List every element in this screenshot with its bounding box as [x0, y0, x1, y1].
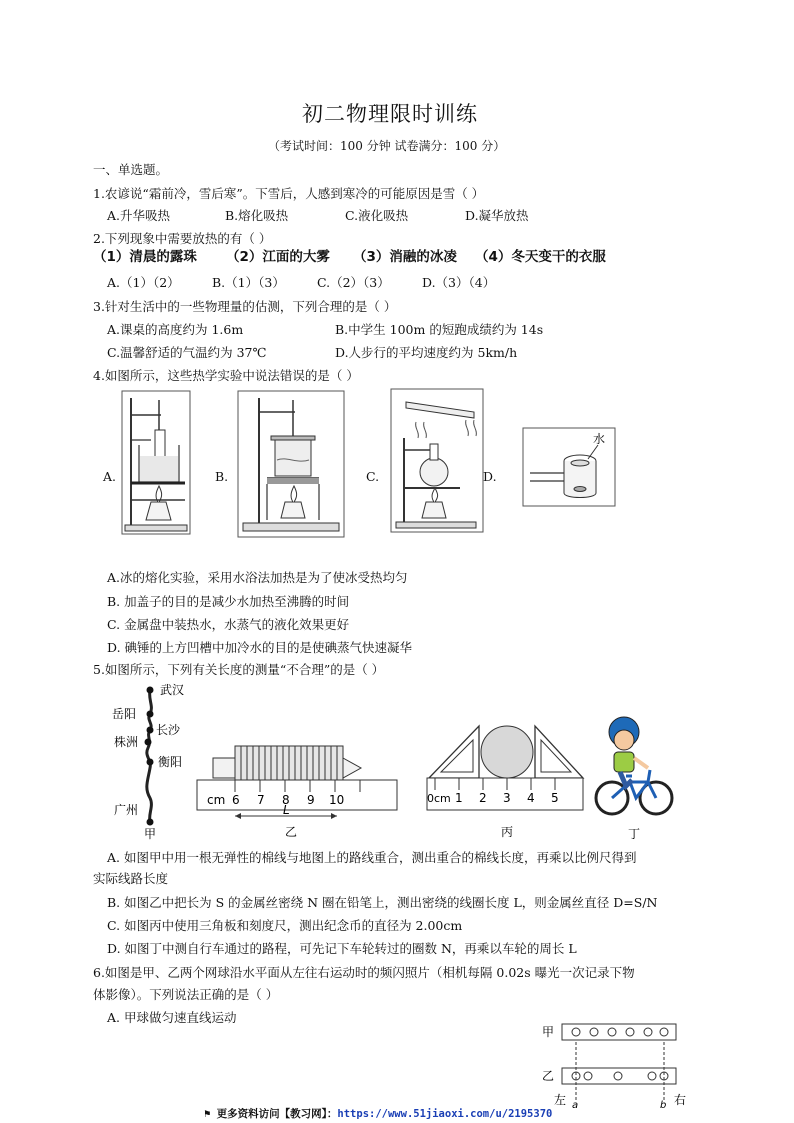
q4-figure-b-boiling-water — [237, 390, 345, 538]
q5-stem: 5.如图所示，下列有关长度的测量“不合理”的是（ ） — [93, 662, 385, 677]
q5-option-a-line1: A. 如图甲中用一根无弹性的棉线与地图上的路线重合，测出重合的棉线长度，再乘以比例尺得到 — [107, 850, 637, 865]
q4-fig-label-c: C. — [366, 469, 380, 484]
q2-item-2: （2）江面的大雾 — [226, 249, 330, 265]
q4-option-d: D. 碘锤的上方凹槽中加冷水的目的是使碘蒸气快速凝华 — [107, 640, 413, 655]
q4-option-c: C. 金属盘中装热水，水蒸气的液化效果更好 — [107, 617, 350, 632]
q4-figure-a-ice-melting — [121, 390, 191, 535]
q5-figure-ding-bicycle — [592, 712, 677, 842]
q6-point-b: b — [660, 1100, 667, 1110]
footer-link[interactable] — [204, 1106, 552, 1122]
q5-ruler-b-tick-10: 10 — [329, 793, 345, 807]
q2-item-4: （4）冬天变干的衣服 — [475, 249, 606, 265]
q4-water-label: 水 — [593, 432, 606, 446]
q3-option-a: A.课桌的高度约为 1.6m — [107, 322, 244, 337]
q6-stem-line1: 6.如图是甲、乙两个网球沿水平面从左往右运动时的频闪照片（相机每隔 0.02s 曝光一次记录下物 — [93, 965, 635, 980]
q1-option-c: C.液化吸热 — [345, 208, 409, 223]
q5-ruler-c-unit: 0cm — [427, 792, 451, 805]
q1-option-b: B.熔化吸热 — [225, 208, 289, 223]
page-title: 初二物理限时训练 — [302, 102, 478, 126]
flag-icon: ⚑ — [204, 1108, 211, 1120]
q6-left-label: 左 — [554, 1093, 567, 1107]
q6-point-a: a — [572, 1100, 579, 1110]
q2-option-b: B.（1）（3） — [212, 275, 285, 290]
q2-stem: 2.下列现象中需要放热的有（ ） — [93, 231, 272, 246]
section-heading: 一、单选题。 — [93, 162, 169, 177]
q4-fig-label-a: A. — [103, 469, 117, 484]
q1-option-d: D.凝华放热 — [465, 208, 529, 223]
q3-option-c: C.温馨舒适的气温约为 37℃ — [107, 345, 267, 360]
q3-option-b: B.中学生 100m 的短跑成绩约为 14s — [335, 322, 544, 337]
q4-option-a: A.冰的熔化实验，采用水浴法加热是为了使冰受热均匀 — [107, 570, 408, 585]
q6-right-label: 右 — [674, 1093, 687, 1107]
q5-ruler-c-tick-4: 4 — [527, 791, 535, 805]
q5-city-changsha: 长沙 — [156, 723, 181, 737]
q3-option-d: D.人步行的平均速度约为 5km/h — [335, 345, 518, 360]
q5-city-guangzhou: 广州 — [114, 803, 139, 817]
q5-option-c: C. 如图丙中使用三角板和刻度尺，测出纪念币的直径为 2.00cm — [107, 918, 463, 933]
q5-ruler-c-tick-1: 1 — [455, 791, 463, 805]
q1-option-a: A.升华吸热 — [107, 208, 171, 223]
q2-item-3: （3）消融的冰凌 — [353, 249, 457, 265]
q5-city-zhuzhou: 株洲 — [114, 735, 139, 749]
q5-ruler-c-tick-3: 3 — [503, 791, 511, 805]
q5-option-d: D. 如图丁中测自行车通过的路程，可先记下车轮转过的圈数 N，再乘以车轮的周长 L — [107, 941, 577, 956]
q4-option-b: B. 加盖子的目的是减少水加热至沸腾的时间 — [107, 594, 350, 609]
q5-figure-bing-coin — [425, 720, 585, 842]
q4-stem: 4.如图所示，这些热学实验中说法错误的是（ ） — [93, 368, 359, 383]
q5-ruler-b-unit: cm — [207, 793, 226, 807]
page-subtitle: （考试时间：100 分钟 试卷满分：100 分） — [268, 139, 506, 153]
q5-fig-name-yi: 乙 — [285, 825, 298, 839]
q5-ruler-b-tick-7: 7 — [257, 793, 265, 807]
q5-city-wuhan: 武汉 — [160, 683, 185, 697]
q5-figure-jia-map — [108, 680, 203, 842]
q6-figure-strobe — [538, 1018, 698, 1110]
q3-stem: 3.针对生活中的一些物理量的估测，下列合理的是（ ） — [93, 299, 397, 314]
q6-option-a: A. 甲球做匀速直线运动 — [107, 1010, 237, 1025]
q4-fig-label-b: B. — [215, 469, 229, 484]
q5-figure-yi-coil — [195, 740, 400, 842]
q6-stem-line2: 体影像）。下列说法正确的是（ ） — [93, 987, 279, 1002]
footer-prefix: 更多资料访问【教习网】： — [216, 1108, 338, 1120]
q6-row-label-yi: 乙 — [542, 1069, 555, 1083]
q2-option-a: A.（1）（2） — [107, 275, 180, 290]
q2-item-1: （1）清晨的露珠 — [93, 249, 197, 265]
q5-option-b: B. 如图乙中把长为 S 的金属丝密绕 N 圈在铅笔上，测出密绕的线圈长度 L，则金属丝直径 D=S/N — [107, 895, 658, 910]
q2-option-c: C.（2）（3） — [317, 275, 390, 290]
q5-option-a-line2: 实际线路长度 — [93, 871, 169, 886]
q2-option-d: D.（3）（4） — [422, 275, 496, 290]
q5-city-hengyang: 衡阳 — [158, 755, 183, 769]
q4-figure-d-iodine-hammer — [522, 427, 616, 507]
q5-fig-name-jia: 甲 — [144, 827, 157, 841]
q6-row-label-jia: 甲 — [542, 1025, 555, 1039]
q4-fig-label-d: D. — [483, 469, 497, 484]
footer-url[interactable]: https://www.51jiaoxi.com/u/2195370 — [337, 1108, 553, 1120]
q5-fig-name-ding: 丁 — [628, 827, 641, 841]
q5-ruler-b-tick-6: 6 — [232, 793, 240, 807]
q5-ruler-b-tick-8: 8 — [282, 793, 290, 807]
q5-length-label: L — [283, 803, 290, 817]
q5-fig-name-bing: 丙 — [501, 825, 514, 839]
q1-stem: 1.农谚说“霜前冷，雪后寒”。下雪后，人感到寒冷的可能原因是雪（ ） — [93, 186, 485, 201]
q5-ruler-c-tick-5: 5 — [551, 791, 559, 805]
q5-city-yueyang: 岳阳 — [112, 707, 137, 721]
q5-ruler-c-tick-2: 2 — [479, 791, 487, 805]
q4-figure-c-condensation — [390, 388, 484, 533]
q5-ruler-b-tick-9: 9 — [307, 793, 315, 807]
